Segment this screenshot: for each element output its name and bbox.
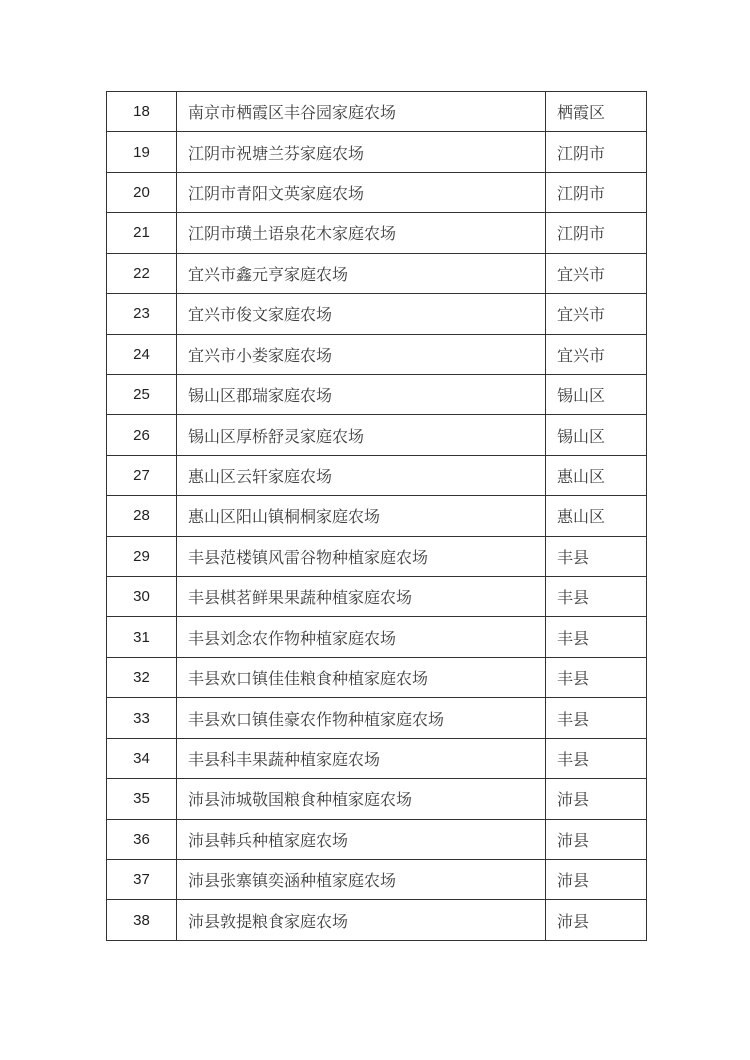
row-number-cell: 37	[107, 860, 177, 900]
district-cell: 江阴市	[546, 132, 647, 172]
row-number-cell: 25	[107, 374, 177, 414]
row-number-cell: 28	[107, 496, 177, 536]
farm-name-cell: 宜兴市小娄家庭农场	[177, 334, 546, 374]
farm-name-cell: 江阴市祝塘兰芬家庭农场	[177, 132, 546, 172]
district-cell: 丰县	[546, 738, 647, 778]
district-cell: 锡山区	[546, 374, 647, 414]
farm-list-table	[106, 91, 647, 941]
table-row	[107, 738, 647, 778]
farm-name-cell: 南京市栖霞区丰谷园家庭农场	[177, 92, 546, 132]
farm-name-cell: 惠山区阳山镇桐桐家庭农场	[177, 496, 546, 536]
farm-name-cell: 丰县刘念农作物种植家庭农场	[177, 617, 546, 657]
farm-name-cell: 宜兴市俊文家庭农场	[177, 294, 546, 334]
district-cell: 江阴市	[546, 172, 647, 212]
district-cell: 宜兴市	[546, 334, 647, 374]
row-number-cell: 21	[107, 213, 177, 253]
farm-name-cell: 锡山区厚桥舒灵家庭农场	[177, 415, 546, 455]
district-cell: 惠山区	[546, 496, 647, 536]
district-cell: 栖霞区	[546, 92, 647, 132]
row-number-cell: 31	[107, 617, 177, 657]
district-cell: 江阴市	[546, 213, 647, 253]
district-cell: 沛县	[546, 819, 647, 859]
table-row	[107, 698, 647, 738]
farm-name-cell: 江阴市青阳文英家庭农场	[177, 172, 546, 212]
table-row	[107, 617, 647, 657]
row-number-cell: 27	[107, 455, 177, 495]
farm-name-cell: 沛县沛城敬国粮食种植家庭农场	[177, 779, 546, 819]
row-number-cell: 24	[107, 334, 177, 374]
row-number-cell: 26	[107, 415, 177, 455]
table-row	[107, 536, 647, 576]
table-row	[107, 132, 647, 172]
table-row	[107, 657, 647, 697]
row-number-cell: 35	[107, 779, 177, 819]
farm-name-cell: 丰县科丰果蔬种植家庭农场	[177, 738, 546, 778]
row-number-cell: 23	[107, 294, 177, 334]
table-row	[107, 334, 647, 374]
farm-name-cell: 沛县敦提粮食家庭农场	[177, 900, 546, 941]
row-number-cell: 30	[107, 577, 177, 617]
row-number-cell: 36	[107, 819, 177, 859]
farm-name-cell: 丰县棋茗鲜果果蔬种植家庭农场	[177, 577, 546, 617]
district-cell: 丰县	[546, 617, 647, 657]
district-cell: 宜兴市	[546, 294, 647, 334]
row-number-cell: 20	[107, 172, 177, 212]
district-cell: 丰县	[546, 577, 647, 617]
row-number-cell: 32	[107, 657, 177, 697]
table-row	[107, 415, 647, 455]
farm-name-cell: 丰县欢口镇佳豪农作物种植家庭农场	[177, 698, 546, 738]
table-row	[107, 577, 647, 617]
table-row	[107, 253, 647, 293]
row-number-cell: 18	[107, 92, 177, 132]
district-cell: 锡山区	[546, 415, 647, 455]
table-row	[107, 455, 647, 495]
farm-table-body	[107, 92, 647, 941]
district-cell: 丰县	[546, 698, 647, 738]
table-row	[107, 496, 647, 536]
farm-name-cell: 锡山区郡瑞家庭农场	[177, 374, 546, 414]
district-cell: 宜兴市	[546, 253, 647, 293]
table-row	[107, 860, 647, 900]
table-row	[107, 172, 647, 212]
district-cell: 沛县	[546, 860, 647, 900]
row-number-cell: 22	[107, 253, 177, 293]
row-number-cell: 33	[107, 698, 177, 738]
district-cell: 惠山区	[546, 455, 647, 495]
table-row	[107, 779, 647, 819]
farm-name-cell: 江阴市璜土语泉花木家庭农场	[177, 213, 546, 253]
table-row	[107, 294, 647, 334]
farm-name-cell: 沛县张寨镇奕涵种植家庭农场	[177, 860, 546, 900]
farm-name-cell: 惠山区云轩家庭农场	[177, 455, 546, 495]
farm-name-cell: 沛县韩兵种植家庭农场	[177, 819, 546, 859]
table-row	[107, 92, 647, 132]
district-cell: 沛县	[546, 900, 647, 941]
row-number-cell: 19	[107, 132, 177, 172]
table-row	[107, 900, 647, 941]
farm-name-cell: 丰县欢口镇佳佳粮食种植家庭农场	[177, 657, 546, 697]
farm-name-cell: 丰县范楼镇风雷谷物种植家庭农场	[177, 536, 546, 576]
table-row	[107, 374, 647, 414]
row-number-cell: 34	[107, 738, 177, 778]
district-cell: 丰县	[546, 657, 647, 697]
table-row	[107, 213, 647, 253]
farm-name-cell: 宜兴市鑫元亨家庭农场	[177, 253, 546, 293]
row-number-cell: 38	[107, 900, 177, 941]
row-number-cell: 29	[107, 536, 177, 576]
table-row	[107, 819, 647, 859]
district-cell: 丰县	[546, 536, 647, 576]
district-cell: 沛县	[546, 779, 647, 819]
